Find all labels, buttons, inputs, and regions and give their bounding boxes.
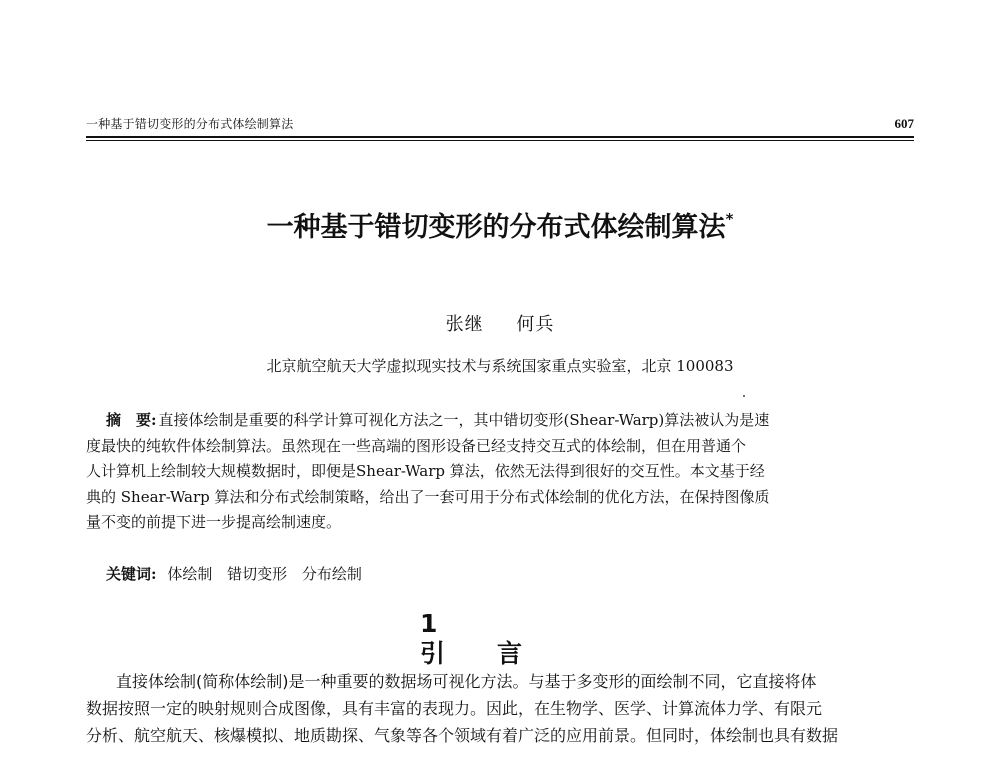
scan-speck — [743, 395, 745, 397]
abstract-line-5: 量不变的前提下进一步提高绘制速度。 — [86, 513, 342, 532]
abstract-line-2: 度最快的纯软件体绘制算法。虽然现在一些高端的图形设备已经支持交互式的体绘制，但在用普通个 — [86, 436, 747, 455]
author-2: 何兵 — [516, 314, 555, 335]
section-heading — [420, 609, 600, 669]
header-rule-thin — [86, 140, 914, 141]
body-line-1: 直接体绘制(简称体绘制)是一种重要的数据场可视化方法。与基于多变形的面绘制不同，它直接将体 — [116, 672, 817, 691]
keyword-1: 体绘制 — [167, 565, 213, 583]
affiliation: 北京航空航天大学虚拟现实技术与系统国家重点实验室，北京 100083 — [266, 357, 734, 375]
abstract-text-1: 直接体绘制是重要的科学计算可视化方法之一，其中错切变形(Shear-Warp)算法被认为是速 — [158, 411, 770, 429]
running-title: 一种基于错切变形的分布式体绘制算法 — [86, 117, 294, 131]
page-number: 607 — [894, 116, 914, 131]
paper-title-text: 一种基于错切变形的分布式体绘制算法 — [266, 212, 726, 243]
body-line-3: 分析、航空航天、核爆模拟、地质勘探、气象等各个领域有着广泛的应用前景。但同时，体绘制也具有数据 — [86, 726, 839, 745]
header-rule — [86, 136, 914, 138]
keywords-label: 关键词: — [106, 565, 157, 583]
abstract-line-1 — [86, 408, 914, 434]
authors — [100, 313, 900, 337]
abstract-label: 摘 要: — [106, 411, 157, 429]
title-footnote-mark: * — [725, 210, 734, 228]
abstract-line-4: 典的 Shear-Warp 算法和分布式绘制策略，给出了一套可用于分布式体绘制的优化方法，在保持图像质 — [86, 487, 770, 506]
paper-title — [100, 200, 900, 247]
keyword-2: 错切变形 — [227, 565, 288, 583]
running-header — [86, 116, 914, 136]
abstract — [86, 408, 914, 536]
keyword-3: 分布绘制 — [301, 565, 362, 583]
section-number: 1 — [420, 609, 438, 638]
body-line-2: 数据按照一定的映射规则合成图像，具有丰富的表现力。因此，在生物学、医学、计算流体力学、有限元 — [86, 699, 823, 718]
author-1: 张继 — [445, 314, 484, 335]
section-title: 引言 — [420, 639, 575, 668]
body-text — [86, 668, 914, 749]
keywords — [106, 563, 914, 585]
abstract-line-3: 人计算机上绘制较大规模数据时，即便是Shear-Warp 算法，依然无法得到很好的交互性。本文基于经 — [86, 462, 765, 481]
